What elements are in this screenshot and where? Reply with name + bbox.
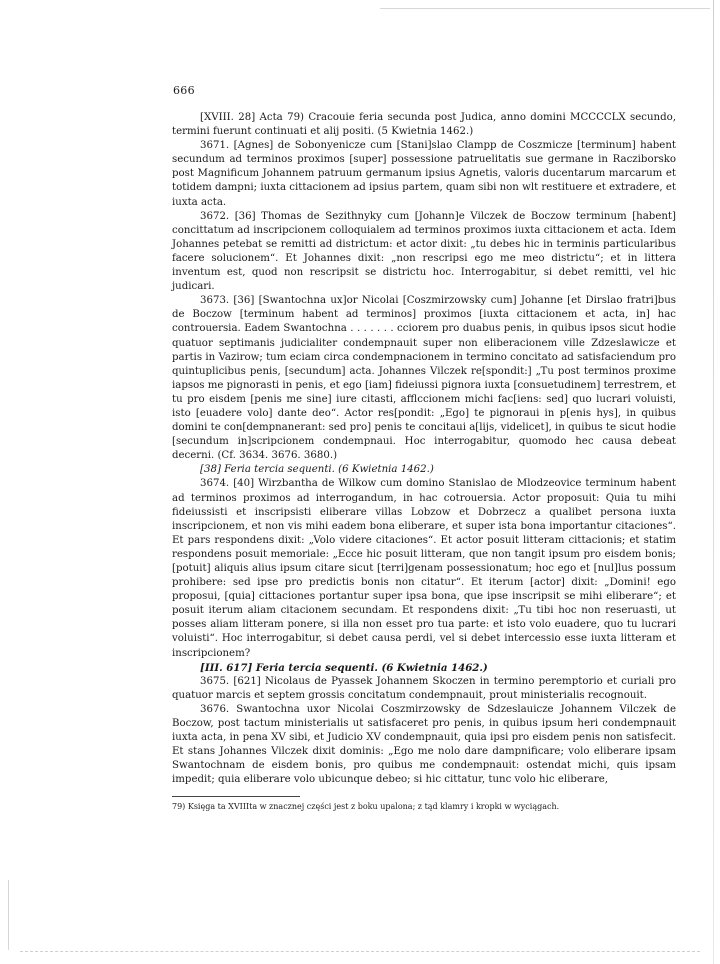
scan-edge-left <box>8 880 9 950</box>
entry-3676: 3676. Swantochna uxor Nicolai Coszmirzowsky de Sdzeslauicze Johannem Vilczek de Boczow, post tactum ministerialis ut satisfaceret pro penis, in quibus ipsum heri condempnauit iuxta acta, in pena XV sibi, et Judicio XV condempnauit, quia ipsi pro eisdem penis non satisfecit. Et stans Johannes Vilczek dixit dominis: „Ego me nolo dare dampnificare; volo eliberare ipsam Swantochnam de eisdem bonis, pro quibus me condempnauit: ostendat michi, quis ipsam impedit; quia eliberare volo ubicunque debeo; si hic cittatur, tunc volo hic eliberare, <box>172 703 676 786</box>
entry-3671: 3671. [Agnes] de Sobonyenicze cum [Stani]slao Clampp de Coszmicze [terminum] habent secundum ad terminos proximos [super] possessione patruelitatis sue germane in Racziborsko post Magnificum Johannem patruum germanum ipsius Agnetis, valoris ducentarum marcarum et totidem dampni; iuxta cittacionem ad ipsius partem, quam sibi non wlt restituere et extradere, et iuxta acta. <box>172 140 676 208</box>
scan-edge-bottom <box>20 951 700 953</box>
section-heading: [XVIII. 28] Acta 79) Cracouie feria secunda post Judica, anno domini MCCCCLX secundo, termini fuerunt continuati et alij positi. (5 Kwietnia 1462.) <box>172 112 676 138</box>
session-heading-feria-tercia-bold: [III. 617] Feria tercia sequenti. (6 Kwietnia 1462.) <box>200 661 488 674</box>
page-number: 666 <box>173 84 195 97</box>
main-text <box>172 111 676 788</box>
footnote-rule <box>172 796 300 797</box>
entry-3675: 3675. [621] Nicolaus de Pyassek Johannem Skoczen in termino peremptorio et curiali pro quatuor marcis et septem grossis concitatum condempnauit, prout ministerialis recognouit. <box>172 675 676 701</box>
entry-3673: 3673. [36] [Swantochna ux]or Nicolai [Coszmirzowsky cum] Johanne [et Dirslao fratri]bus de Boczow [terminum habent ad terminos] proximos [iuxta cittacionem et acta, in] hac controuersia. Eadem Swantochna . . . . . . . cciorem pro duabus penis, in quibus ipsos sicut hodie quatuor septimanis judicialiter condempnauit super non eliberacionem ville Zdzeslawicze et partis in Vazirow; tum eciam circa condempnacionem in termino concitato ad satisfaciendum pro quintuplicibus penis, [secundum] acta. Johannes Vilczek re[spondit:] „Tu post terminos proxime iapsos me pignorasti in penis, et ego [iam] fideiussi pignora iuxta [consuetudinem] terrestrem, et tu pro eisdem [penis me sine] iure citasti, afflccionem michi fac[iens: sed] quo lucrari voluisti, isto [euadere volo] dante deo“. Actor res[pondit: „Ego] te pignoraui in p[enis hys], in quibus domini te con[dempnanerant: sed pro] penis te concitaui a[lijs, videlicet], in quibus te sicut hodie [secundum in]scripcionem condempnaui. Hoc interrogabitur, quomodo hec causa debeat decerni. (Cf. 3634. 3676. 3680.) <box>172 295 676 462</box>
entry-3674: 3674. [40] Wirzbantha de Wilkow cum domino Stanislao de Mlodzeovice terminum habent ad terminos proximos ad interrogandum, in hac cotrouersia. Actor proposuit: Quia tu mihi fideiussisti et inscripsisti eliberare villas Lobzow et Dobrzecz a qualibet persona iuxta inscripcionem, et non vis mihi eadem bona eliberare, et super ista bona importantur citaciones“. Et pars respondens dixit: „Volo videre citaciones“. Et actor posuit litteram cittacionis; et statim respondens posuit memoriale: „Ecce hic posuit litteram, que non tangit ipsum pro eisdem bonis; [potuit] aliquis alius ipsum citare sicut [terri]genam possessionatum; hoc ego et [nul]lus possum prohibere: sed ipse pro predictis bonis non citatur“. Et iterum [actor] dixit: „Domini! ego proposui, [quia] cittaciones portantur super ipsa bona, que ipse inscripsit se mihi eliberare“; et posuit iterum aliam citacionem secundam. Et respondens dixit: „Tu tibi hoc non reseruasti, ut posses aliam litteram ponere, si illa non esset pro tua parte: et isto volo euadere, quo tu lucrari voluisti“. Hoc interrogabitur, si debet causa perdi, vel si debet intercessio esse iuxta litteram et inscripcionem? <box>172 478 676 659</box>
entry-3672: 3672. [36] Thomas de Sezithnyky cum [Johann]e Vilczek de Boczow terminum [habent] concittatum ad inscripcionem colloquialem ad terminos proximos iuxta cittacionem et acta. Idem Johannes petebat se remitti ad districtum: et actor dixit: „tu debes hic in terminis particularibus facere solucionem“. Et Johannes dixit: „non rescripsi ego me meo districtu“; et in littera inventum est, quod non rescripsit se districtu hoc. Interrogabitur, si debet remitti, vel hic judicari. <box>172 210 676 293</box>
scan-edge-right <box>713 0 714 964</box>
footnote: 79) Księga ta XVIIIta w znacznej części jest z boku upalona; z tąd klamry i kropki w wyciągach. <box>172 802 560 811</box>
scan-edge-top <box>380 8 710 9</box>
session-heading-feria-tercia: [38] Feria tercia sequenti. (6 Kwietnia 1462.) <box>200 464 434 476</box>
